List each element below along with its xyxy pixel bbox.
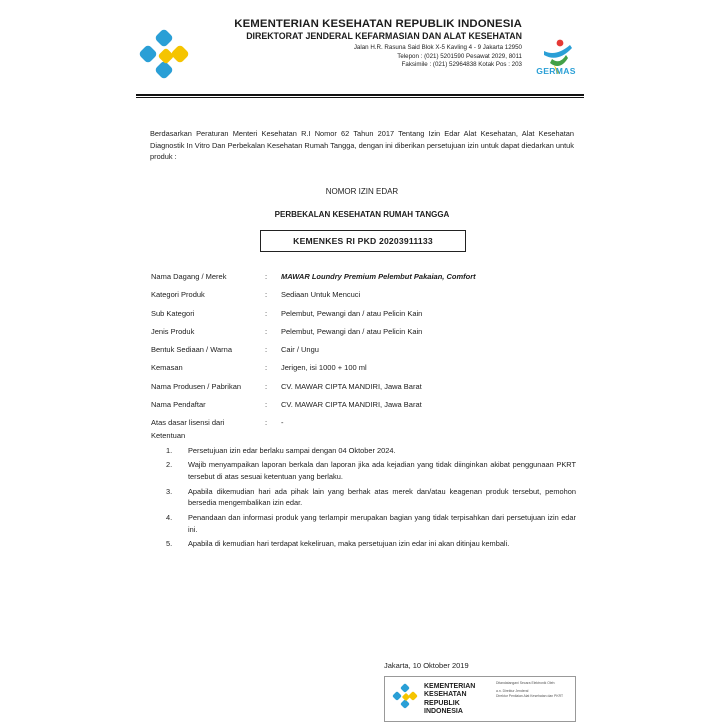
field-colon: : xyxy=(265,363,268,373)
field-row xyxy=(151,345,581,363)
letterhead-rule-thin xyxy=(136,97,584,98)
term-number: 4. xyxy=(166,512,173,522)
field-value: Jerigen, isi 1000 + 100 ml xyxy=(281,363,367,373)
permit-heading: NOMOR IZIN EDAR xyxy=(325,187,399,196)
term-item xyxy=(166,538,576,550)
letterhead-rule xyxy=(136,94,584,96)
stamp-note xyxy=(496,681,572,698)
field-row xyxy=(151,363,581,381)
stamp-note-line: Ditandatangani Secara Elektronik Oleh: xyxy=(496,681,556,685)
term-item xyxy=(166,459,576,483)
field-row xyxy=(151,327,581,345)
field-value: Cair / Ungu xyxy=(281,345,319,355)
phone-line: Telepon : (021) 5201590 Pesawat 2029, 8011 xyxy=(397,52,522,60)
field-row xyxy=(151,290,581,308)
field-label: Jenis Produk xyxy=(151,326,195,336)
stamp-line: KESEHATAN xyxy=(424,691,467,699)
field-colon: : xyxy=(265,272,268,281)
permit-number: KEMENKES RI PKD 20203911133 xyxy=(293,236,433,246)
field-row xyxy=(151,400,581,418)
ministry-name: KEMENTERIAN KESEHATAN REPUBLIK INDONESIA xyxy=(234,18,522,30)
stamp-ministry-logo-icon xyxy=(392,682,420,712)
term-text: Wajib menyampaikan laporan berkala dan laporan jika ada kejadian yang tidak diinginkan akibat penggunaan PKRT tersebut di atas sesuai ketentuan yang berlaku. xyxy=(188,460,576,482)
fax-line: Faksimile : (021) 52964838 Kotak Pos : 203 xyxy=(401,61,522,69)
term-number: 1. xyxy=(166,446,173,455)
germas-label: GERMAS xyxy=(536,66,576,76)
signature-date: Jakarta, 10 Oktober 2019 xyxy=(384,661,469,670)
field-value: MAWAR Loundry Premium Pelembut Pakaian, Comfort xyxy=(281,272,476,281)
field-row xyxy=(151,418,581,436)
field-value: - xyxy=(281,418,284,428)
directorate-name: DIREKTORAT JENDERAL KEFARMASIAN DAN ALAT KESEHATAN xyxy=(246,31,522,41)
field-colon: : xyxy=(265,308,268,318)
field-label: Bentuk Sediaan / Warna xyxy=(151,345,233,355)
term-item xyxy=(166,445,576,457)
product-fields xyxy=(151,272,581,437)
stamp-note-line: a.n. Direktur Jenderal xyxy=(496,689,529,694)
field-value: CV. MAWAR CIPTA MANDIRI, Jawa Barat xyxy=(281,400,422,410)
letterhead xyxy=(204,18,522,70)
category-heading: PERBEKALAN KESEHATAN RUMAH TANGGA xyxy=(274,210,450,219)
field-label: Sub Kategori xyxy=(151,308,195,318)
field-colon: : xyxy=(265,400,268,410)
field-label: Nama Dagang / Merek xyxy=(151,272,227,281)
terms-heading: Ketentuan xyxy=(151,431,186,440)
field-colon: : xyxy=(265,326,268,336)
field-colon: : xyxy=(265,381,268,391)
field-value: CV. MAWAR CIPTA MANDIRI, Jawa Barat xyxy=(281,381,422,391)
stamp-line: REPUBLIK xyxy=(424,699,460,707)
term-item xyxy=(166,512,576,536)
field-value: Pelembut, Pewangi dan / atau Pelicin Kain xyxy=(281,308,423,318)
term-number: 5. xyxy=(166,538,173,548)
field-colon: : xyxy=(265,418,268,428)
ministry-logo-icon xyxy=(138,28,194,84)
term-number: 2. xyxy=(166,460,173,470)
field-label: Kategori Produk xyxy=(151,290,205,300)
field-colon: : xyxy=(265,290,268,300)
field-colon: : xyxy=(265,345,268,355)
field-label: Kemasan xyxy=(151,363,183,373)
field-row xyxy=(151,309,581,327)
field-value: Pelembut, Pewangi dan / atau Pelicin Kain xyxy=(281,326,423,336)
stamp-line: INDONESIA xyxy=(424,708,463,716)
term-item xyxy=(166,486,576,510)
term-number: 3. xyxy=(166,486,173,496)
field-value: Sediaan Untuk Mencuci xyxy=(281,290,361,300)
field-row xyxy=(151,272,581,290)
stamp-org-name xyxy=(424,683,475,717)
field-label: Atas dasar lisensi dari xyxy=(151,418,225,428)
permit-number-box xyxy=(260,230,466,252)
intro-paragraph: Berdasarkan Peraturan Menteri Kesehatan R.I Nomor 62 Tahun 2017 Tentang Izin Edar Alat Kesehatan, Alat Kesehatan Diagnostik In Vitro Dan Perbekalan Kesehatan Rumah Tangga, dengan ini diberikan persetujuan izin untuk dapat diedarkan untuk produk : xyxy=(150,129,574,162)
term-text: Apabila di kemudian hari terdapat kekeliruan, maka persetujuan izin edar ini akan ditinjau kembali. xyxy=(188,538,510,548)
address-line: Jalan H.R. Rasuna Said Blok X-5 Kavling 4 - 9 Jakarta 12950 xyxy=(353,44,522,51)
stamp-note-line: Direktur Penilaian Alat Kesehatan dan PKRT xyxy=(496,693,564,698)
term-text: Persetujuan izin edar berlaku sampai dengan 04 Oktober 2024. xyxy=(188,446,396,455)
field-row xyxy=(151,382,581,400)
field-label: Nama Produsen / Pabrikan xyxy=(151,381,242,391)
field-label: Nama Pendaftar xyxy=(151,400,206,410)
term-text: Apabila dikemudian hari ada pihak lain yang berhak atas merek dan/atau keagenan produk tersebut, pemohon bersedia mengembalikan izin edar. xyxy=(188,486,576,508)
terms-list xyxy=(166,445,576,552)
stamp-line: KEMENTERIAN xyxy=(424,683,476,690)
term-text: Penandaan dan informasi produk yang terlampir merupakan bagian yang tidak terpisahkan dari persetujuan izin edar ini. xyxy=(188,512,576,534)
